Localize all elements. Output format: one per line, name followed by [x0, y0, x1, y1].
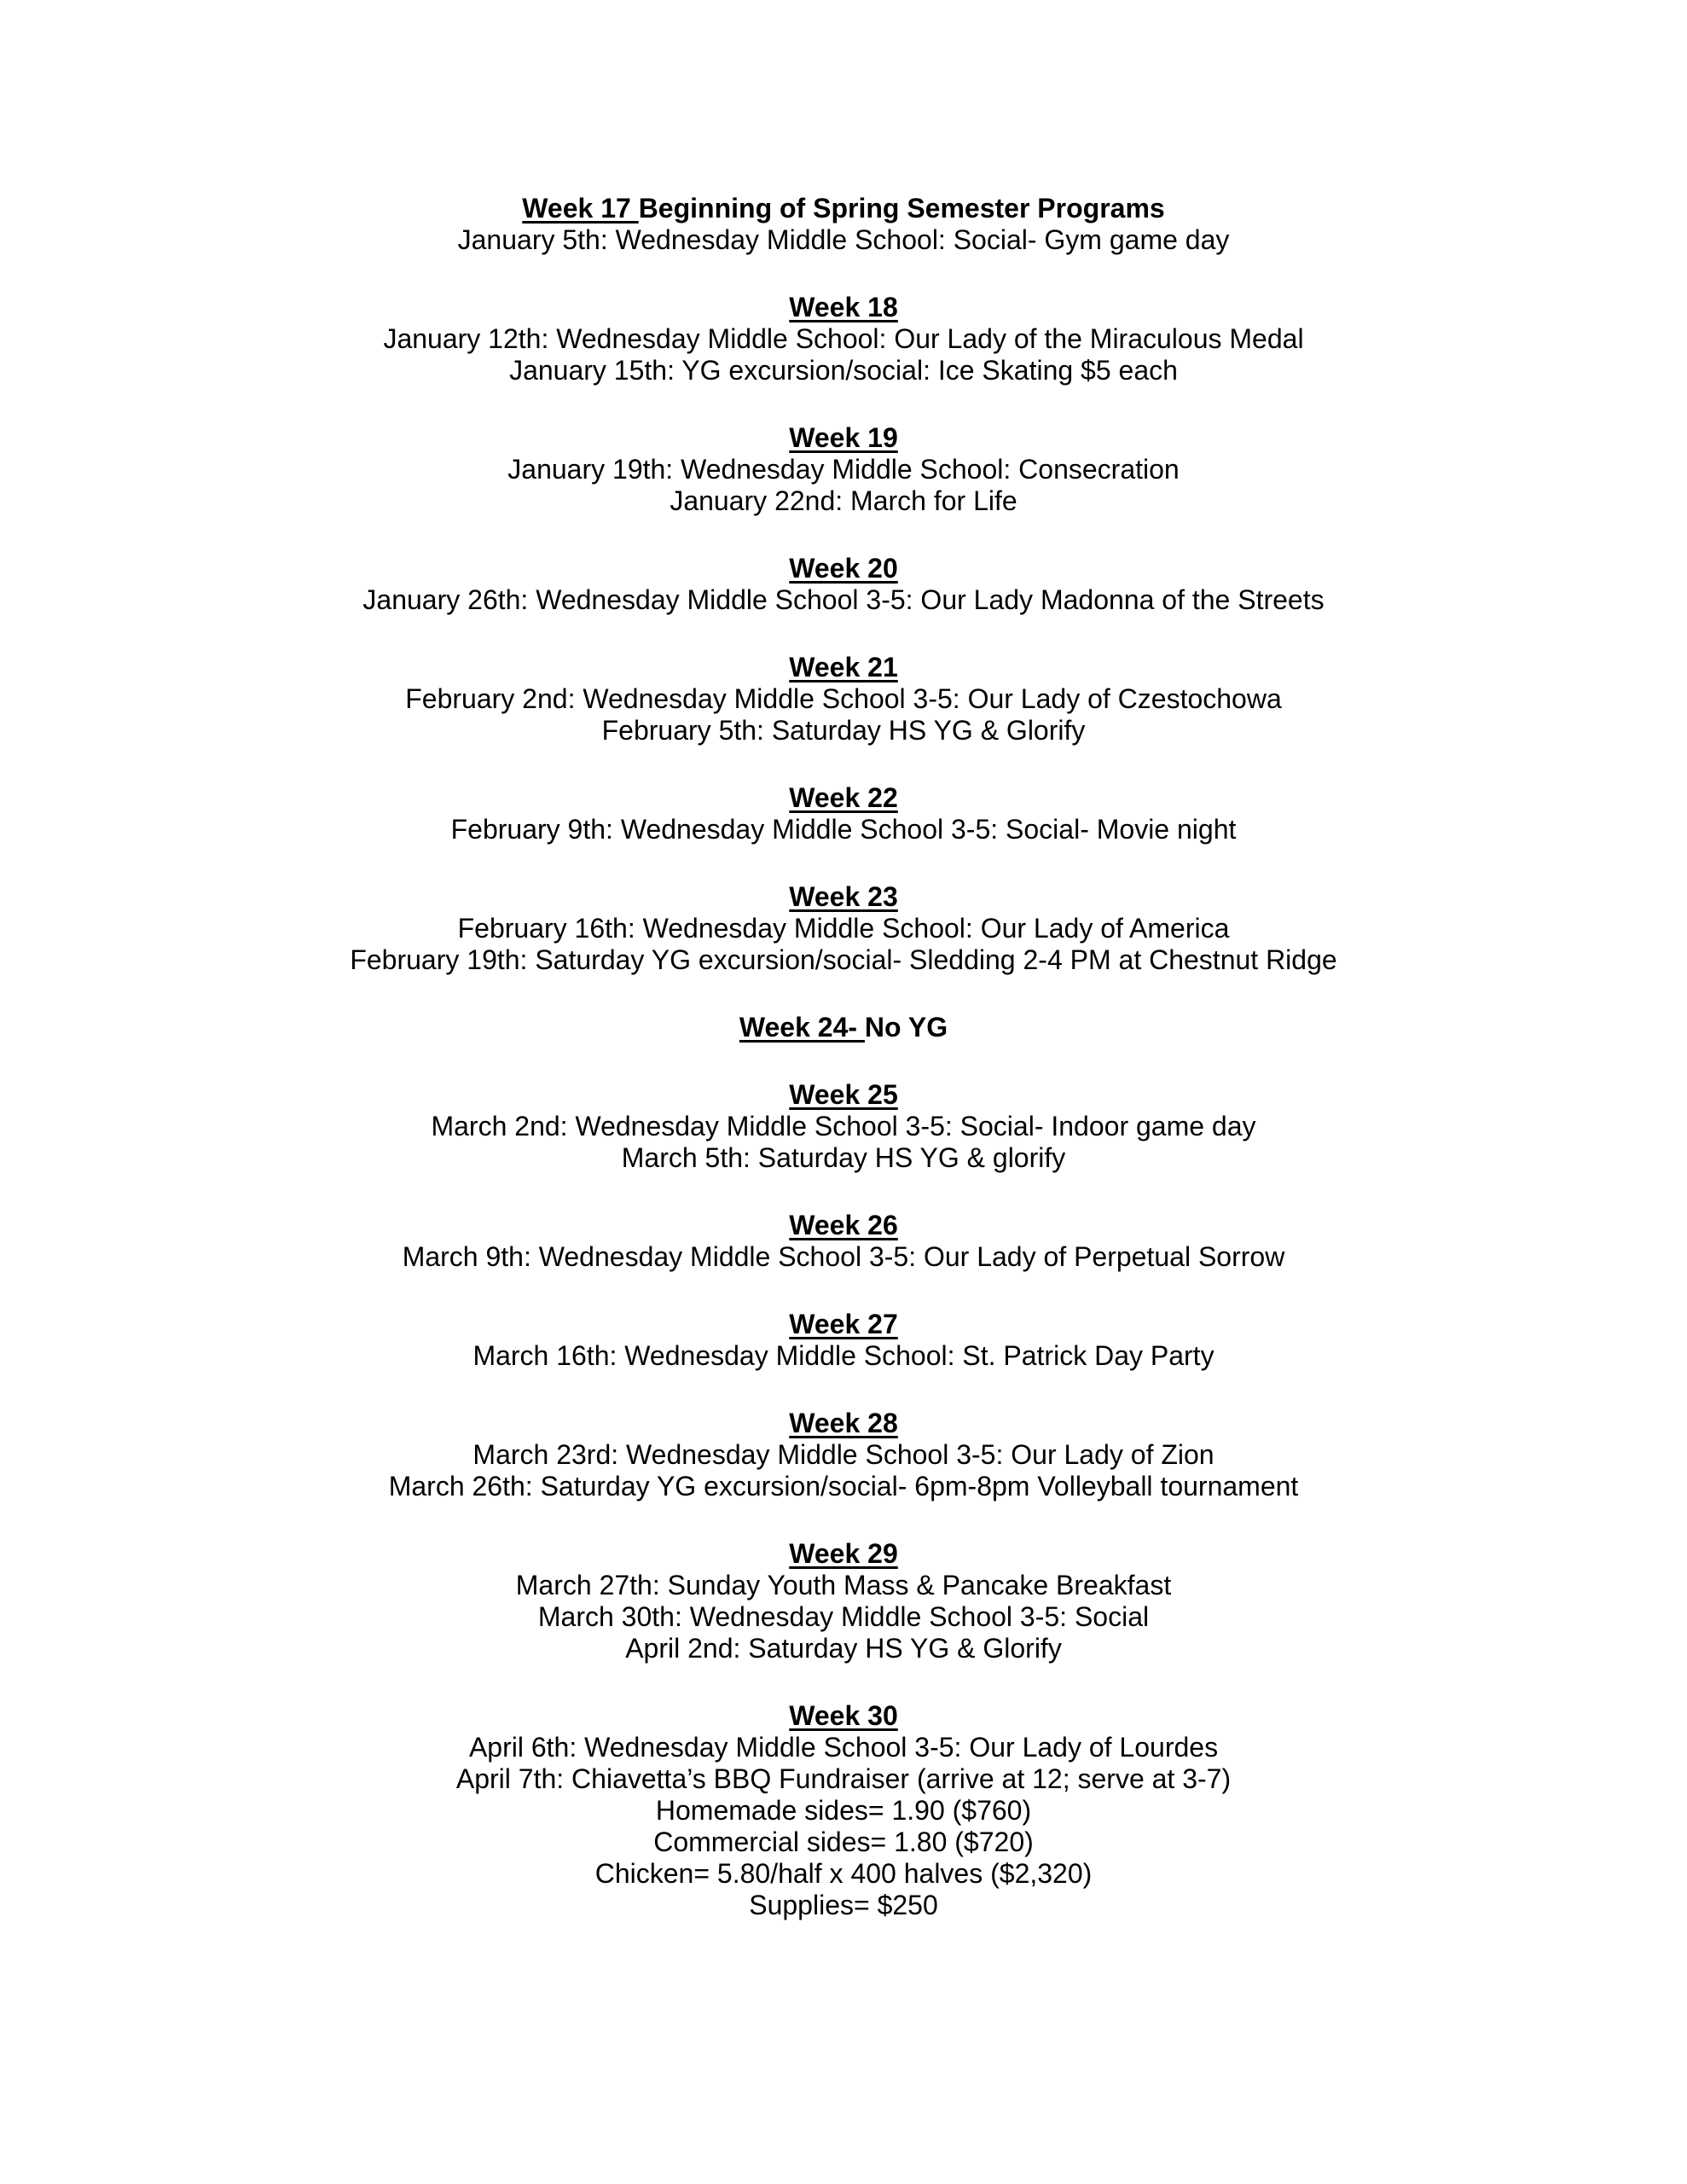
schedule-entry: March 16th: Wednesday Middle School: St. Patrick Day Party — [472, 1340, 1215, 1371]
week-number: Week 25 — [789, 1079, 898, 1110]
schedule-entry: March 2nd: Wednesday Middle School 3-5: Social- Indoor game day — [431, 1111, 1256, 1141]
week-number: Week 21 — [789, 652, 898, 682]
week-section — [0, 193, 1687, 256]
schedule-entry: January 22nd: March for Life — [670, 485, 1017, 516]
schedule-entry: January 26th: Wednesday Middle School 3-5: Our Lady Madonna of the Streets — [362, 584, 1325, 615]
schedule-entry: March 27th: Sunday Youth Mass & Pancake Breakfast — [515, 1570, 1172, 1600]
week-section — [0, 292, 1687, 386]
week-section — [0, 1538, 1687, 1664]
week-heading — [0, 292, 1687, 323]
week-heading-text: No YG — [864, 1012, 948, 1043]
schedule-entry: February 9th: Wednesday Middle School 3-5: Social- Movie night — [450, 814, 1237, 845]
week-section — [0, 782, 1687, 845]
week-number: Week 24- — [739, 1012, 865, 1043]
schedule-entry: February 16th: Wednesday Middle School: Our Lady of America — [457, 913, 1230, 944]
schedule-entry: January 15th: YG excursion/social: Ice Skating $5 each — [509, 355, 1178, 386]
week-section — [0, 1012, 1687, 1043]
budget-line: Homemade sides= 1.90 ($760) — [655, 1795, 1032, 1826]
week-heading — [0, 881, 1687, 913]
week-heading — [0, 193, 1687, 224]
week-section — [0, 1210, 1687, 1273]
week-heading — [0, 782, 1687, 814]
week-number: Week 17 — [522, 193, 639, 224]
schedule-document — [0, 193, 1687, 1957]
week-section — [0, 881, 1687, 976]
week-number: Week 27 — [789, 1309, 898, 1339]
week-heading — [0, 422, 1687, 454]
week-number: Week 19 — [789, 422, 898, 453]
week-heading — [0, 1408, 1687, 1439]
week-heading — [0, 1538, 1687, 1570]
schedule-entry: February 19th: Saturday YG excursion/social- Sledding 2-4 PM at Chestnut Ridge — [350, 944, 1337, 975]
week-heading-text: Beginning of Spring Semester Programs — [638, 193, 1165, 224]
week-number: Week 23 — [789, 881, 898, 912]
week-number: Week 28 — [789, 1408, 898, 1438]
schedule-entry: January 19th: Wednesday Middle School: Consecration — [507, 454, 1180, 485]
budget-line: Chicken= 5.80/half x 400 halves ($2,320) — [594, 1858, 1093, 1889]
week-heading — [0, 1700, 1687, 1732]
week-number: Week 20 — [789, 553, 898, 584]
week-section — [0, 1408, 1687, 1502]
week-heading — [0, 1309, 1687, 1340]
week-number: Week 18 — [789, 292, 898, 322]
week-number: Week 22 — [789, 782, 898, 813]
schedule-entry: March 30th: Wednesday Middle School 3-5: Social — [537, 1601, 1150, 1632]
schedule-entry: April 7th: Chiavetta’s BBQ Fundraiser (arrive at 12; serve at 3-7) — [455, 1763, 1232, 1794]
budget-line: Supplies= $250 — [749, 1890, 938, 1920]
week-heading — [0, 652, 1687, 683]
week-section — [0, 1079, 1687, 1174]
schedule-entry: March 23rd: Wednesday Middle School 3-5: Our Lady of Zion — [472, 1439, 1215, 1470]
week-section — [0, 1309, 1687, 1372]
schedule-entry: April 6th: Wednesday Middle School 3-5: Our Lady of Lourdes — [468, 1732, 1219, 1763]
week-section — [0, 553, 1687, 616]
week-heading — [0, 1012, 1687, 1043]
budget-line: Commercial sides= 1.80 ($720) — [653, 1827, 1034, 1857]
week-number: Week 26 — [789, 1210, 898, 1240]
schedule-entry: February 5th: Saturday HS YG & Glorify — [601, 715, 1086, 746]
week-heading — [0, 1079, 1687, 1111]
week-section — [0, 422, 1687, 517]
schedule-entry: March 9th: Wednesday Middle School 3-5: Our Lady of Perpetual Sorrow — [402, 1241, 1285, 1272]
schedule-entry: April 2nd: Saturday HS YG & Glorify — [625, 1633, 1062, 1664]
week-heading — [0, 553, 1687, 584]
schedule-entry: January 5th: Wednesday Middle School: Social- Gym game day — [457, 224, 1230, 255]
week-section — [0, 652, 1687, 746]
week-number: Week 30 — [789, 1700, 898, 1731]
week-number: Week 29 — [789, 1538, 898, 1569]
week-section — [0, 1700, 1687, 1921]
schedule-entry: March 26th: Saturday YG excursion/social- 6pm-8pm Volleyball tournament — [388, 1471, 1299, 1502]
schedule-entry: February 2nd: Wednesday Middle School 3-5: Our Lady of Czestochowa — [405, 683, 1282, 714]
schedule-entry: March 5th: Saturday HS YG & glorify — [621, 1142, 1066, 1173]
schedule-entry: January 12th: Wednesday Middle School: Our Lady of the Miraculous Medal — [383, 323, 1304, 354]
week-heading — [0, 1210, 1687, 1241]
